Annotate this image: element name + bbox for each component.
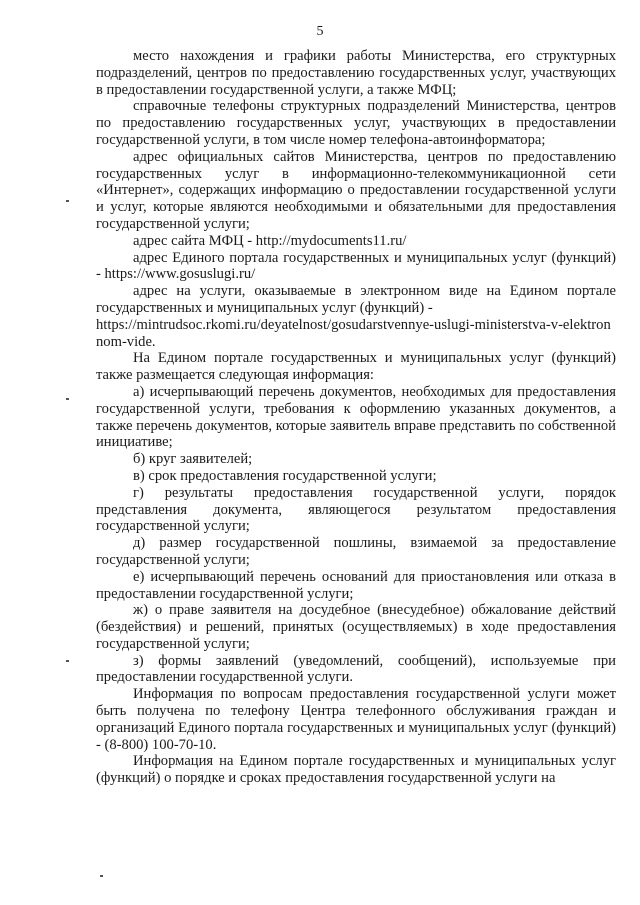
list-item-e: е) исчерпывающий перечень оснований для приостановления или отказа в предоставлении государственной услуги; xyxy=(96,568,616,602)
list-item-b: б) круг заявителей; xyxy=(133,451,253,468)
list-item-d: д) размер государственной пошлины, взимаемой за предоставление государственной услуги; xyxy=(96,535,616,568)
paragraph-electronic-services-url: https://mintrudsoc.rkomi.ru/deyatelnost/gosudarstvennye-uslugi-ministerstva-v-elektronnom-vide. xyxy=(96,316,611,350)
list-item-a: а) исчерпывающий перечень документов, необходимых для предоставления государственной услуги, требования к оформлению указанных документов, а также перечень документов, которые заявитель вправе представить по собственной инициативе; xyxy=(96,383,616,451)
scan-mark xyxy=(66,660,69,662)
paragraph-phone-center: Информация по вопросам предоставления государственной услуги может быть получена по телефону Центра телефонного обслуживания граждан и организаций Единого портала государственных и муниципальных услуг (функций) - (8-800) 100-70-10. xyxy=(96,686,616,753)
scan-mark xyxy=(100,875,103,877)
list-item-g: г) результаты предоставления государственной услуги, порядок представления документа, являющегося результатом предоставления государственной услуги; xyxy=(96,484,616,535)
paragraph-portal-info: На Едином портале государственных и муниципальных услуг (функций) также размещается следующая информация: xyxy=(96,350,616,384)
list-item-v: в) срок предоставления государственной услуги; xyxy=(133,467,437,484)
page-number: 5 xyxy=(316,24,324,39)
paragraph-portal-order: Информация на Едином портале государственных и муниципальных услуг (функций) о порядке и сроках предоставления государственной услуги на xyxy=(96,753,616,787)
paragraph-electronic-services: адрес на услуги, оказываемые в электронном виде на Едином портале государственных и муниципальных услуг (функций) - xyxy=(96,283,616,316)
list-item-z: з) формы заявлений (уведомлений, сообщений), используемые при предоставлении государственной услуги. xyxy=(96,652,616,686)
document-body xyxy=(96,48,616,787)
paragraph-location: место нахождения и графики работы Министерства, его структурных подразделений, центров по предоставлению государственных услуг, участвующих в предоставлении государственной услуги, а также МФЦ; xyxy=(96,48,616,98)
list-item-zh: ж) о праве заявителя на досудебное (внесудебное) обжалование действий (бездействия) и решений, принятых (осуществляемых) в ходе предоставления государственной услуги; xyxy=(96,602,616,652)
paragraph-phones: справочные телефоны структурных подразделений Министерства, центров по предоставлению государственных услуг, участвующих в предоставлении государственной услуги, в том числе номер телефона-автоинформатора; xyxy=(96,98,616,148)
scan-mark xyxy=(66,398,69,400)
scan-mark xyxy=(66,200,69,202)
paragraph-mfc-site: адрес сайта МФЦ - http://mydocuments11.ru/ xyxy=(133,232,407,249)
paragraph-portal-address: адрес Единого портала государственных и муниципальных услуг (функций) - https://www.gosuslugi.ru/ xyxy=(96,249,616,283)
paragraph-websites: адрес официальных сайтов Министерства, центров по предоставлению государственных услуг в информационно-телекоммуникационной сети «Интернет», содержащих информацию о предоставлении государственной услуги и услуг, которые являются необходимыми и обязательными для предоставления государственной услуги; xyxy=(96,148,616,232)
